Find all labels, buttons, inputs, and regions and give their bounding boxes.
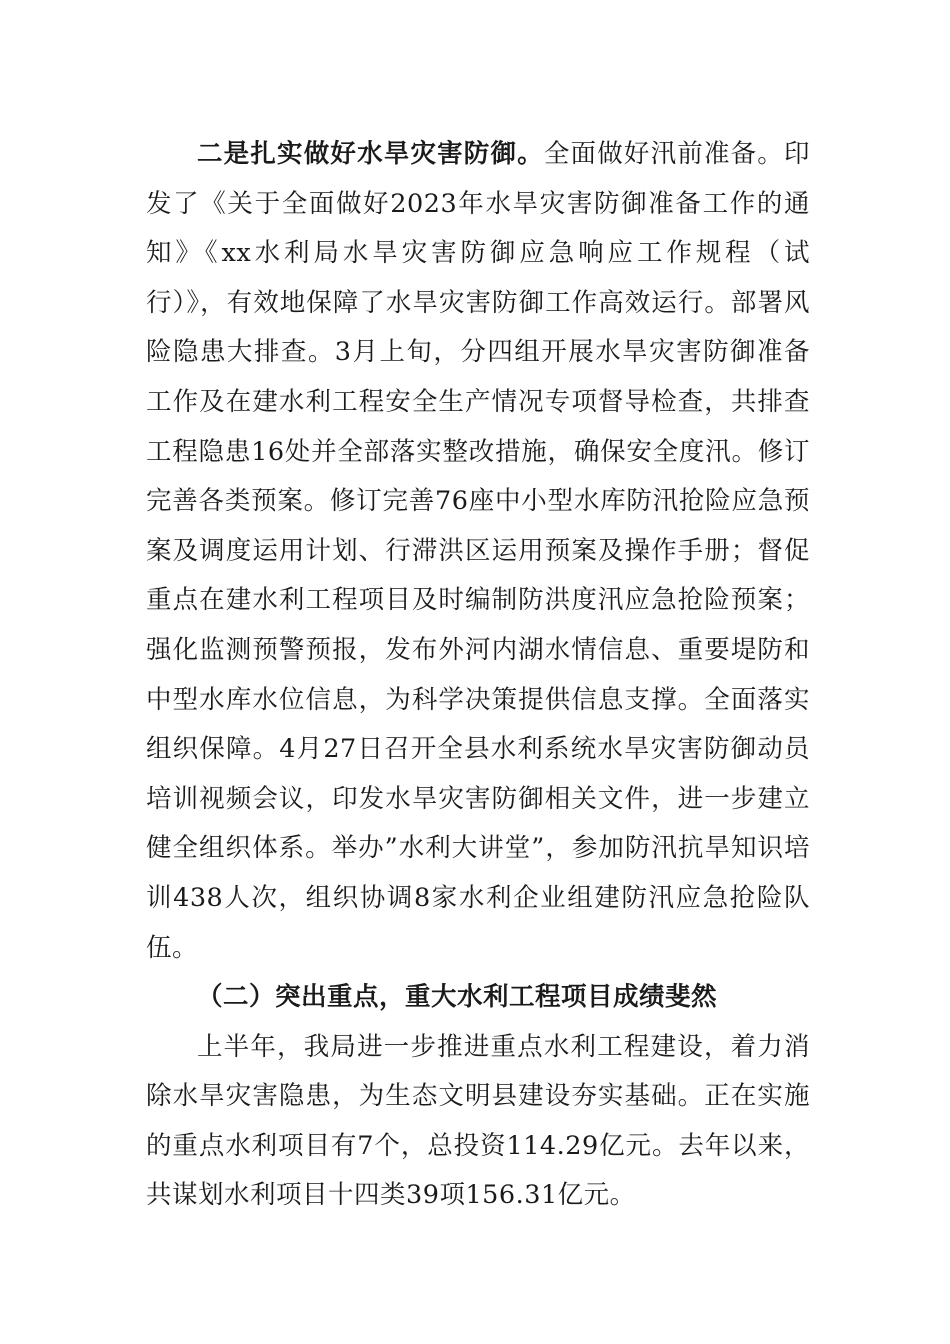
paragraph-key-projects: 上半年，我局进一步推进重点水利工程建设，着力消除水旱灾害隐患，为生态文明县建设夯实基础。正在实施的重点水利项目有7个，总投资114.29亿元。去年以来，共谋划水利项目十四类39项156.31亿元。 bbox=[146, 1031, 810, 1211]
document-body bbox=[146, 130, 810, 1221]
paragraph-lead-sentence: 二是扎实做好水旱灾害防御。 bbox=[197, 139, 544, 169]
paragraph-flood-defense bbox=[146, 130, 810, 973]
paragraph-body-text: 全面做好汛前准备。印发了《关于全面做好2023年水旱灾害防御准备工作的通知》《xx水利局水旱灾害防御应急响应工作规程（试行）》，有效地保障了水旱灾害防御工作高效运行。部署风险隐患大排查。3月上旬，分四组开展水旱灾害防御准备工作及在建水利工程安全生产情况专项督导检查，共排查工程隐患16处并全部落实整改措施，确保安全度汛。修订完善各类预案。修订完善76座中小型水库防汛抢险应急预案及调度运用计划、行滞洪区运用预案及操作手册；督促重点在建水利工程项目及时编制防洪度汛应急抢险预案；强化监测预警预报，发布外河内湖水情信息、重要堤防和中型水库水位信息，为科学决策提供信息支撑。全面落实组织保障。4月27日召开全县水利系统水旱灾害防御动员培训视频会议，印发水旱灾害防御相关文件，进一步建立健全组织体系。举办”水利大讲堂”，参加防汛抗旱知识培训438人次，组织协调8家水利企业组建防汛应急抢险队伍。 bbox=[146, 139, 810, 963]
section-heading: （二）突出重点，重大水利工程项目成绩斐然 bbox=[197, 982, 718, 1013]
